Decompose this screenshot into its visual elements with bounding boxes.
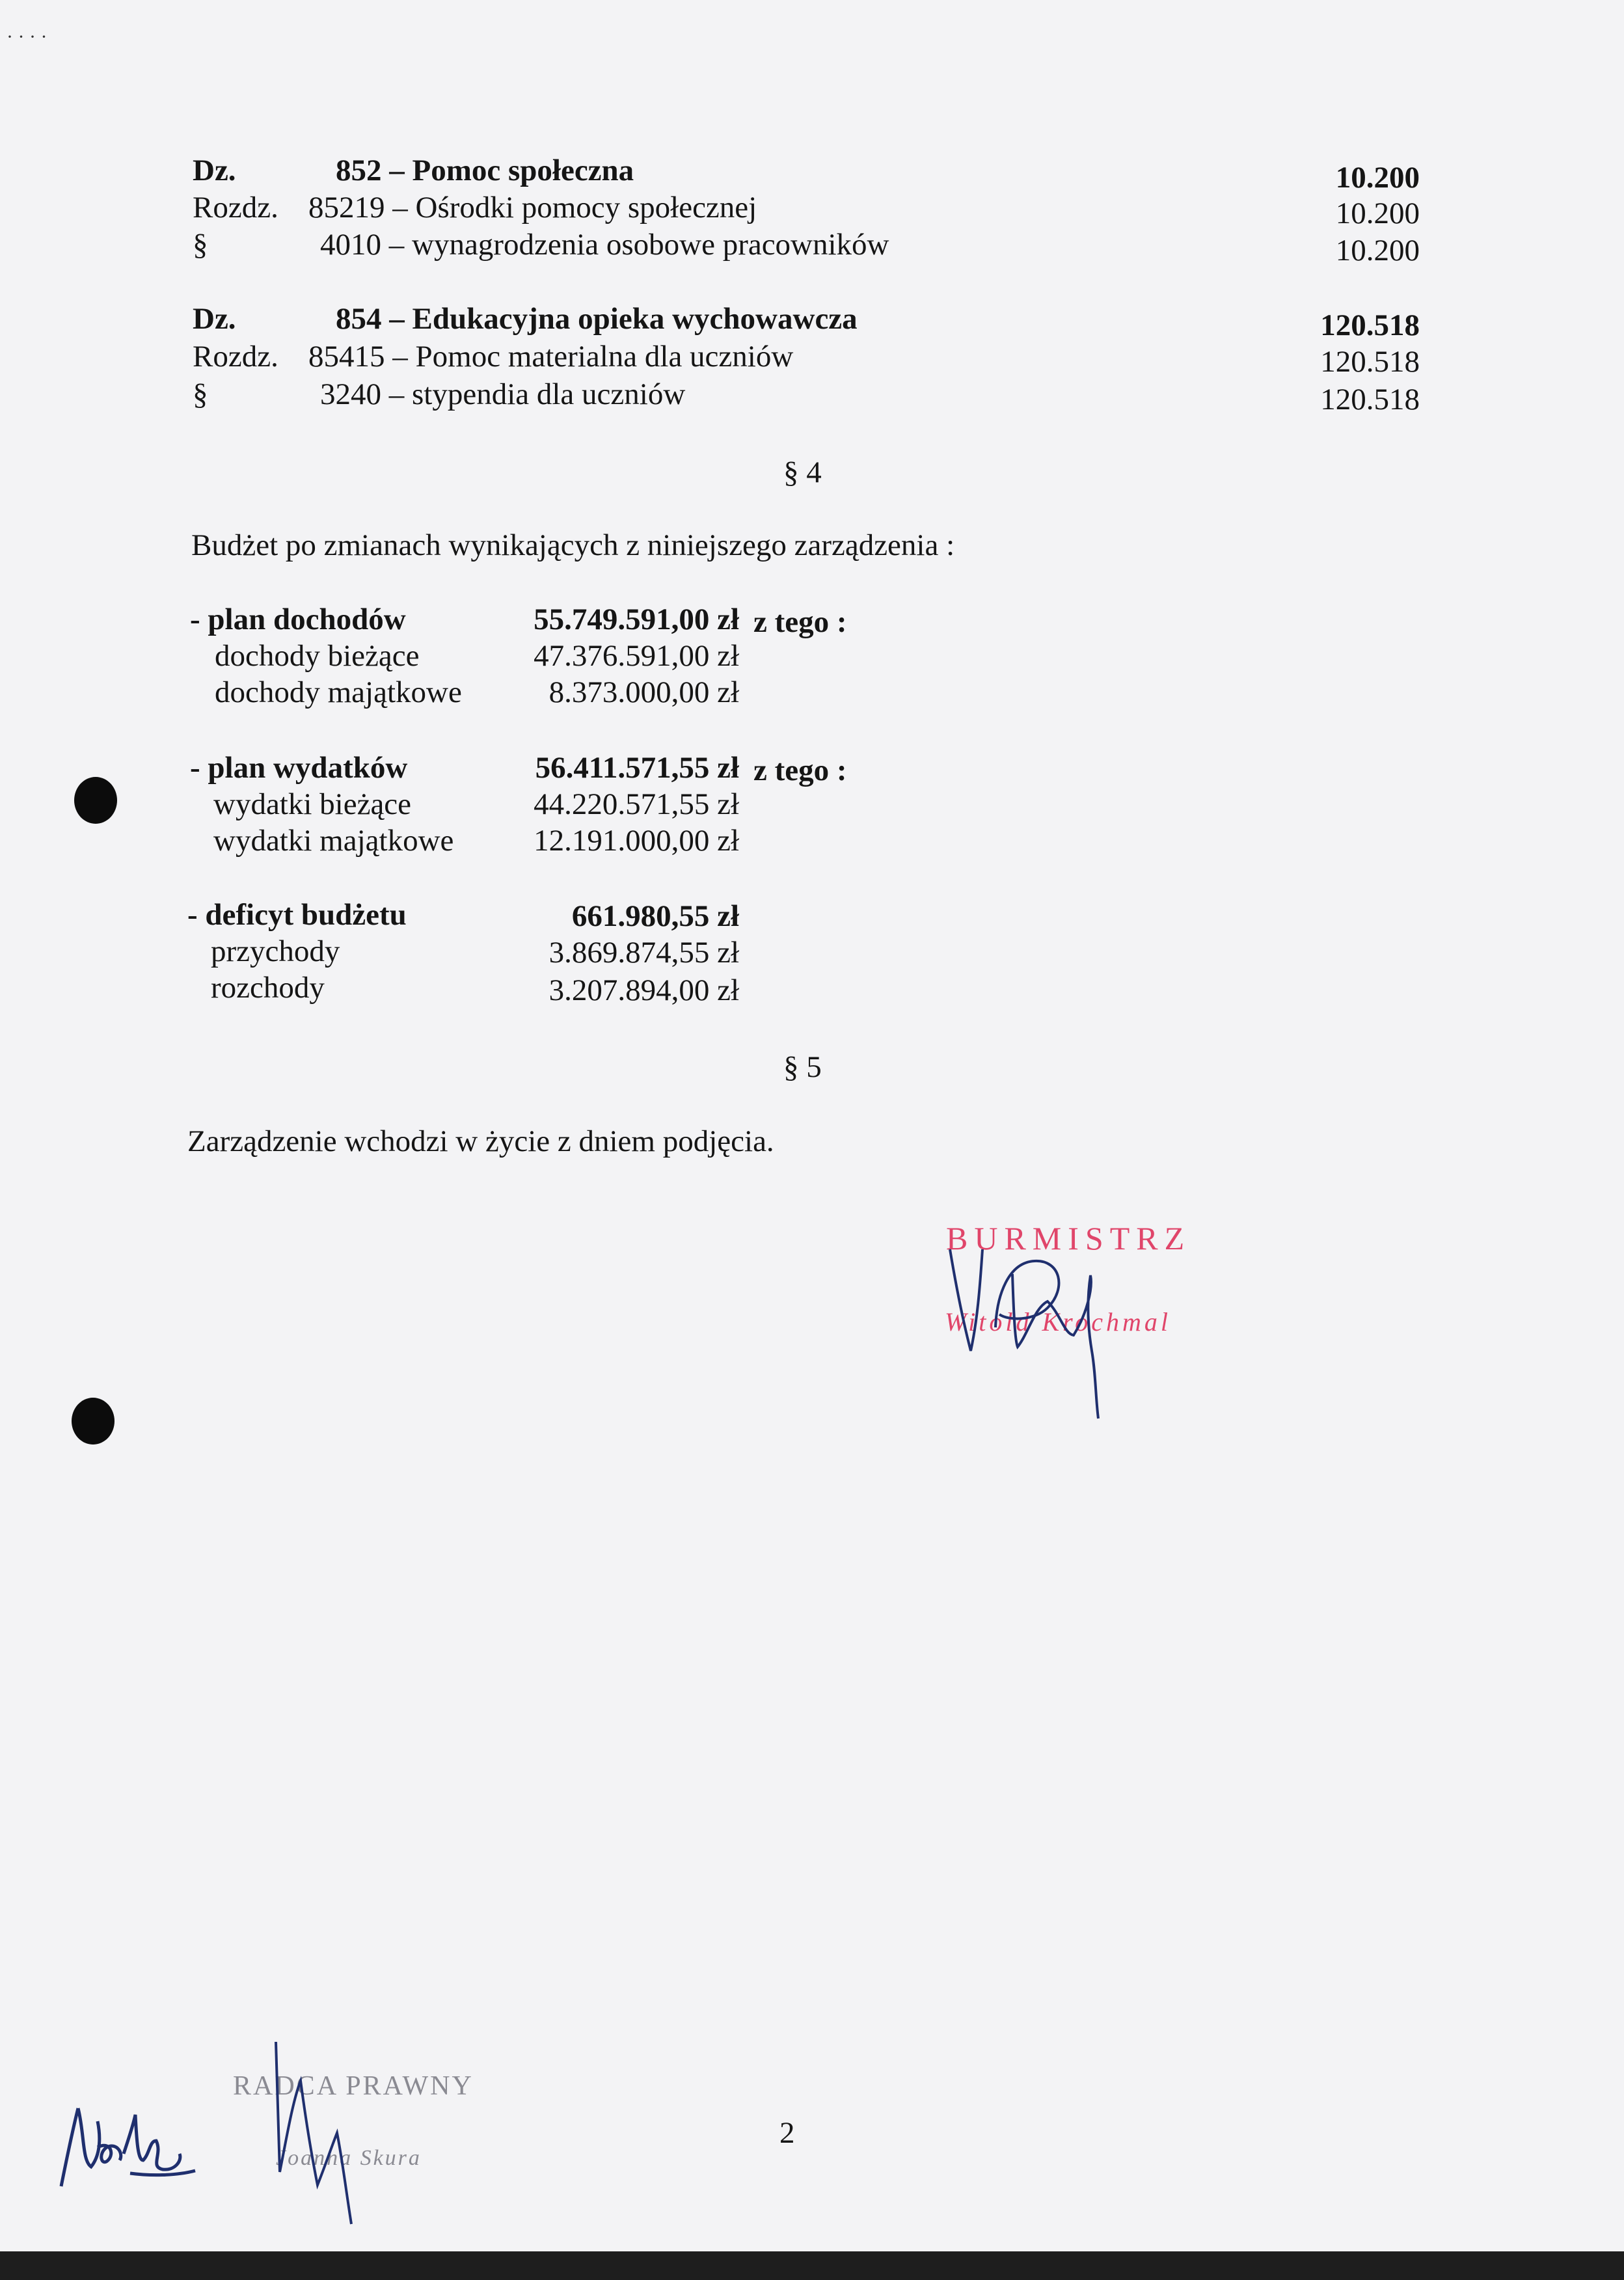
section5-heading: § 5 (783, 1050, 822, 1084)
dz854-amount: 120.518 (1320, 308, 1420, 342)
rozchody-label: rozchody (211, 971, 325, 1005)
punch-hole-top (74, 777, 117, 824)
page-number: 2 (779, 2116, 795, 2150)
deficyt-label: - deficyt budżetu (187, 898, 407, 932)
par3240-text: 3240 – stypendia dla uczniów (320, 377, 686, 411)
dochody-biezace-label: dochody bieżące (215, 639, 420, 673)
legal-signature (241, 2035, 390, 2231)
section5-text: Zarządzenie wchodzi w życie z dniem podjęcia. (187, 1124, 774, 1158)
rozdz85219-amount: 10.200 (1335, 197, 1420, 230)
dochody-z-tego: z tego : (753, 605, 847, 639)
deficyt-amount: 661.980,55 zł (571, 899, 739, 933)
legal-stamp-name: Joanna Skura (276, 2146, 422, 2170)
wydatki-amount: 56.411.571,55 zł (535, 751, 739, 785)
wydatki-majatkowe-label: wydatki majątkowe (213, 824, 454, 858)
par3240-amount: 120.518 (1320, 383, 1420, 416)
par4010-amount: 10.200 (1335, 234, 1420, 267)
section4-heading: § 4 (783, 455, 822, 489)
dz852-label: Dz. (193, 154, 236, 187)
dz852-title: 852 – Pomoc społeczna (336, 154, 634, 187)
dochody-majatkowe-label: dochody majątkowe (215, 675, 462, 709)
dochody-majatkowe-amount: 8.373.000,00 zł (548, 675, 739, 709)
dochody-label: - plan dochodów (190, 603, 406, 636)
par4010-text: 4010 – wynagrodzenia osobowe pracowników (320, 228, 889, 262)
dz854-title: 854 – Edukacyjna opieka wychowawcza (336, 302, 858, 336)
section4-intro: Budżet po zmianach wynikających z niniejszego zarządzenia : (191, 528, 955, 562)
mayor-stamp-title: BURMISTRZ (946, 1220, 1191, 1256)
rozdz85415-amount: 120.518 (1320, 345, 1420, 379)
initials-signature (52, 2095, 202, 2193)
par4010-label: § (193, 228, 208, 262)
dz852-amount: 10.200 (1335, 161, 1420, 195)
dochody-amount: 55.749.591,00 zł (534, 603, 739, 636)
wydatki-label: - plan wydatków (190, 751, 408, 785)
mayor-signature (937, 1223, 1132, 1425)
przychody-amount: 3.869.874,55 zł (548, 936, 739, 970)
rozdz85219-label: Rozdz. (193, 191, 278, 224)
rozdz85219-text: 85219 – Ośrodki pomocy społecznej (308, 191, 757, 224)
mayor-stamp-name: Witold Krochmal (945, 1307, 1171, 1337)
legal-stamp-title: RADCA PRAWNY (233, 2071, 474, 2101)
scan-border (0, 2251, 1624, 2280)
rozdz85415-text: 85415 – Pomoc materialna dla uczniów (308, 340, 794, 373)
przychody-label: przychody (211, 934, 340, 968)
par3240-label: § (193, 377, 208, 411)
wydatki-z-tego: z tego : (753, 753, 847, 787)
wydatki-biezace-amount: 44.220.571,55 zł (534, 787, 739, 821)
wydatki-majatkowe-amount: 12.191.000,00 zł (534, 824, 739, 858)
rozdz85415-label: Rozdz. (193, 340, 278, 373)
punch-hole-bottom (72, 1398, 115, 1445)
dz854-label: Dz. (193, 302, 236, 336)
rozchody-amount: 3.207.894,00 zł (548, 973, 739, 1007)
scan-specks: · · · · (7, 26, 47, 48)
wydatki-biezace-label: wydatki bieżące (213, 787, 412, 821)
dochody-biezace-amount: 47.376.591,00 zł (534, 639, 739, 673)
